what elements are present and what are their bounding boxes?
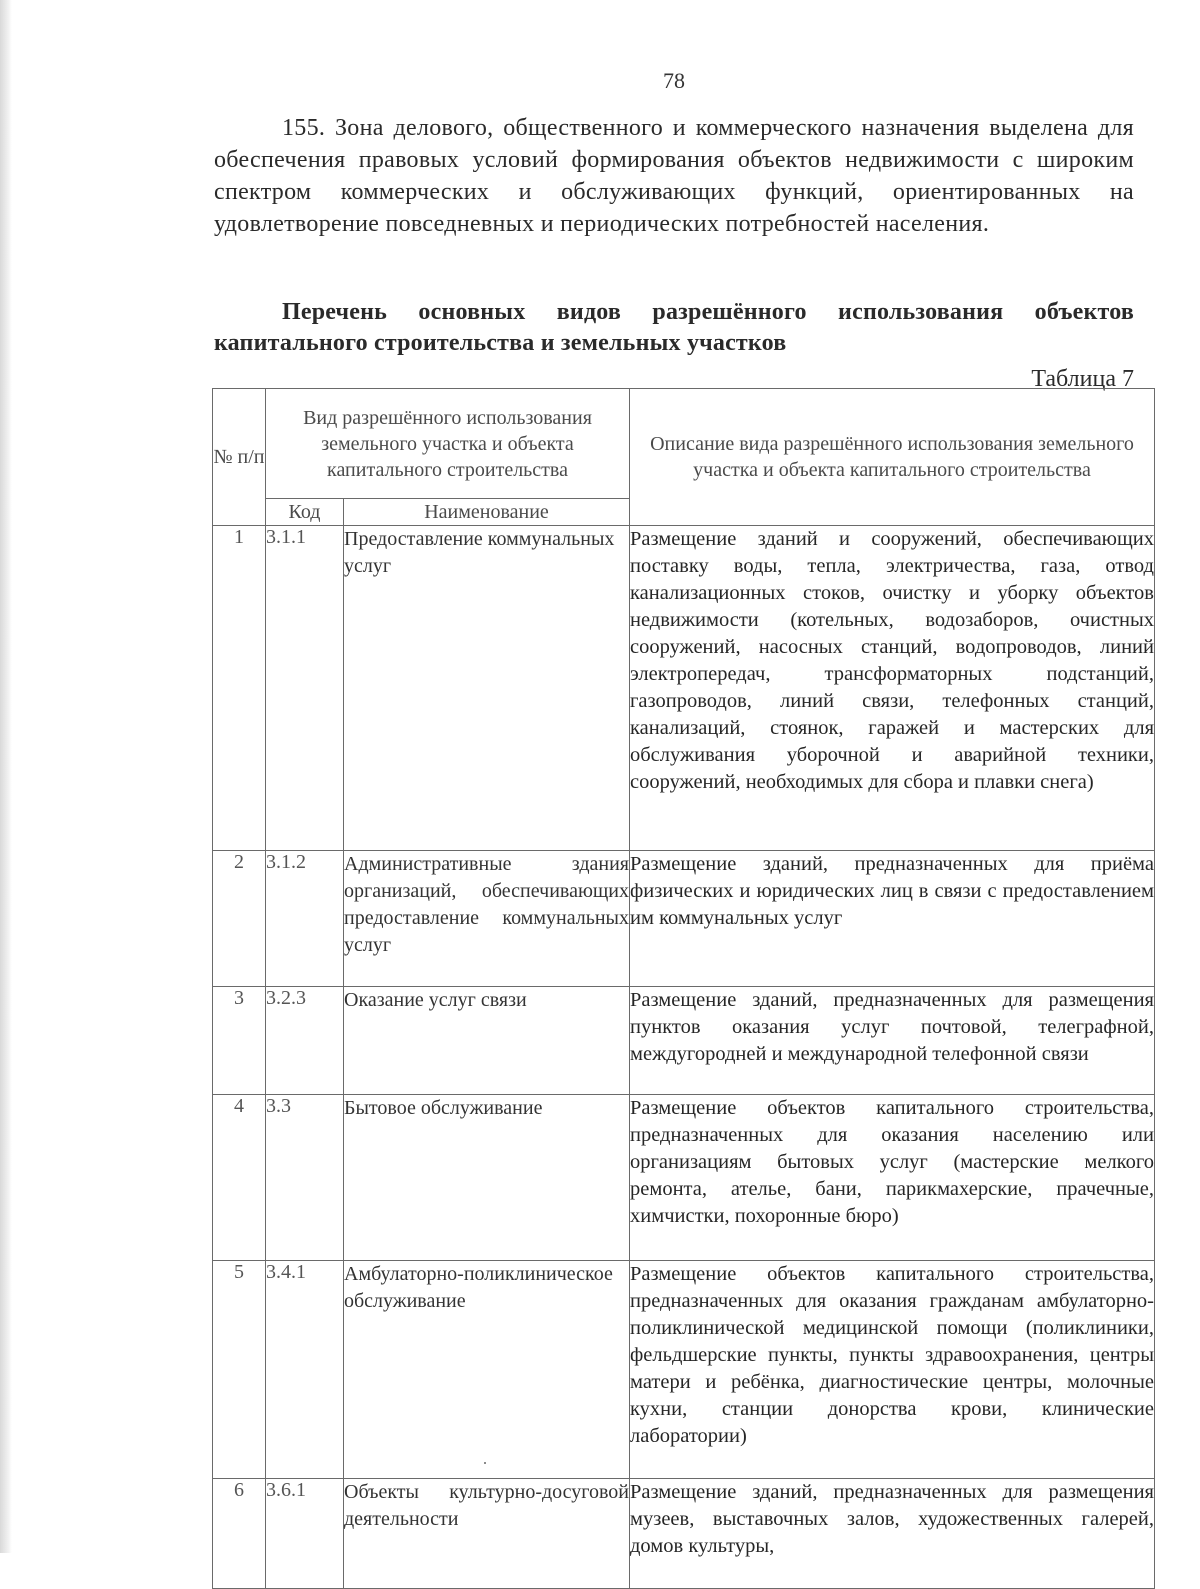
table-row (213, 1261, 1155, 1479)
row-name: Объекты культурно-досуговой деятельности (344, 1479, 630, 1589)
row-name: Оказание услуг связи (344, 987, 630, 1095)
intro-paragraph: 155. Зона делового, общественного и коммерческого назначения выделена для обеспечения правовых условий формирования объектов недвижимости с широким спектром коммерческих и обслуживающих функций, ориентированных на удовлетворение повседневных и периодических потребностей населения. (214, 115, 1134, 237)
row-code: 3.1.1 (266, 526, 344, 851)
table-row (213, 526, 1155, 851)
row-description: Размещение зданий, предназначенных для приёма физических и юридических лиц в связи с предоставлением им коммунальных услуг (630, 851, 1155, 987)
table-row (213, 987, 1155, 1095)
scan-edge-shadow (0, 0, 12, 1553)
row-number: 6 (213, 1479, 266, 1589)
row-name: Административные здания организаций, обеспечивающих предоставление коммунальных услуг (344, 851, 630, 987)
table-row (213, 1095, 1155, 1261)
page-number: 78 (663, 68, 685, 93)
row-code: 3.1.2 (266, 851, 344, 987)
row-number: 2 (213, 851, 266, 987)
header-kind-group: Вид разрешённого использования земельного участка и объекта капитального строительства (266, 389, 630, 499)
row-description: Размещение зданий и сооружений, обеспечивающих поставку воды, тепла, электричества, газа, отвод канализационных стоков, очистку и уборку объектов недвижимости (котельных, водозаборов, очистных сооружений, насосных станций, водопроводов, линий электропередач, трансформаторных подстанций, газопроводов, линий связи, телефонных станций, канализаций, стоянок, гаражей и мастерских для обслуживания уборочной и аварийной техники, сооружений, необходимых для сбора и плавки снега) (630, 526, 1155, 851)
row-code: 3.4.1 (266, 1261, 344, 1479)
row-description: Размещение объектов капитального строительства, предназначенных для оказания гражданам амбулаторно-поликлинической медицинской помощи (поликлиники, фельдшерские пункты, пункты здравоохранения, центры матери и ребёнка, диагностические центры, молочные кухни, станции донорства крови, клинические лаборатории) (630, 1261, 1155, 1479)
table-caption: Таблица 7 (1031, 366, 1134, 392)
list-title: Перечень основных видов разрешённого использования объектов капитального строительства и земельных участков (214, 299, 1134, 356)
scan-speck (484, 1462, 486, 1464)
header-code: Код (266, 499, 344, 526)
table-header (213, 389, 1155, 526)
row-description: Размещение зданий, предназначенных для размещения музеев, выставочных залов, художественных галерей, домов культуры, (630, 1479, 1155, 1589)
row-name: Амбулаторно-поликлиническое обслуживание (344, 1261, 630, 1479)
row-name: Бытовое обслуживание (344, 1095, 630, 1261)
row-code: 3.6.1 (266, 1479, 344, 1589)
table-row (213, 851, 1155, 987)
row-description: Размещение объектов капитального строительства, предназначенных для оказания населению или организациям бытовых услуг (мастерские мелкого ремонта, ателье, бани, парикмахерские, прачечные, химчистки, похоронные бюро) (630, 1095, 1155, 1261)
row-name: Предоставление коммунальных услуг (344, 526, 630, 851)
row-code: 3.3 (266, 1095, 344, 1261)
row-number: 4 (213, 1095, 266, 1261)
row-number: 5 (213, 1261, 266, 1479)
header-description: Описание вида разрешённого использования земельного участка и объекта капитального строительства (630, 389, 1155, 526)
table-body (213, 526, 1155, 1589)
row-number: 3 (213, 987, 266, 1095)
header-number: № п/п (213, 389, 266, 526)
land-use-table (212, 388, 1155, 1589)
row-description: Размещение зданий, предназначенных для размещения пунктов оказания услуг почтовой, телеграфной, междугородней и международной телефонной связи (630, 987, 1155, 1095)
header-name: Наименование (344, 499, 630, 526)
row-code: 3.2.3 (266, 987, 344, 1095)
table-row (213, 1479, 1155, 1589)
row-number: 1 (213, 526, 266, 851)
